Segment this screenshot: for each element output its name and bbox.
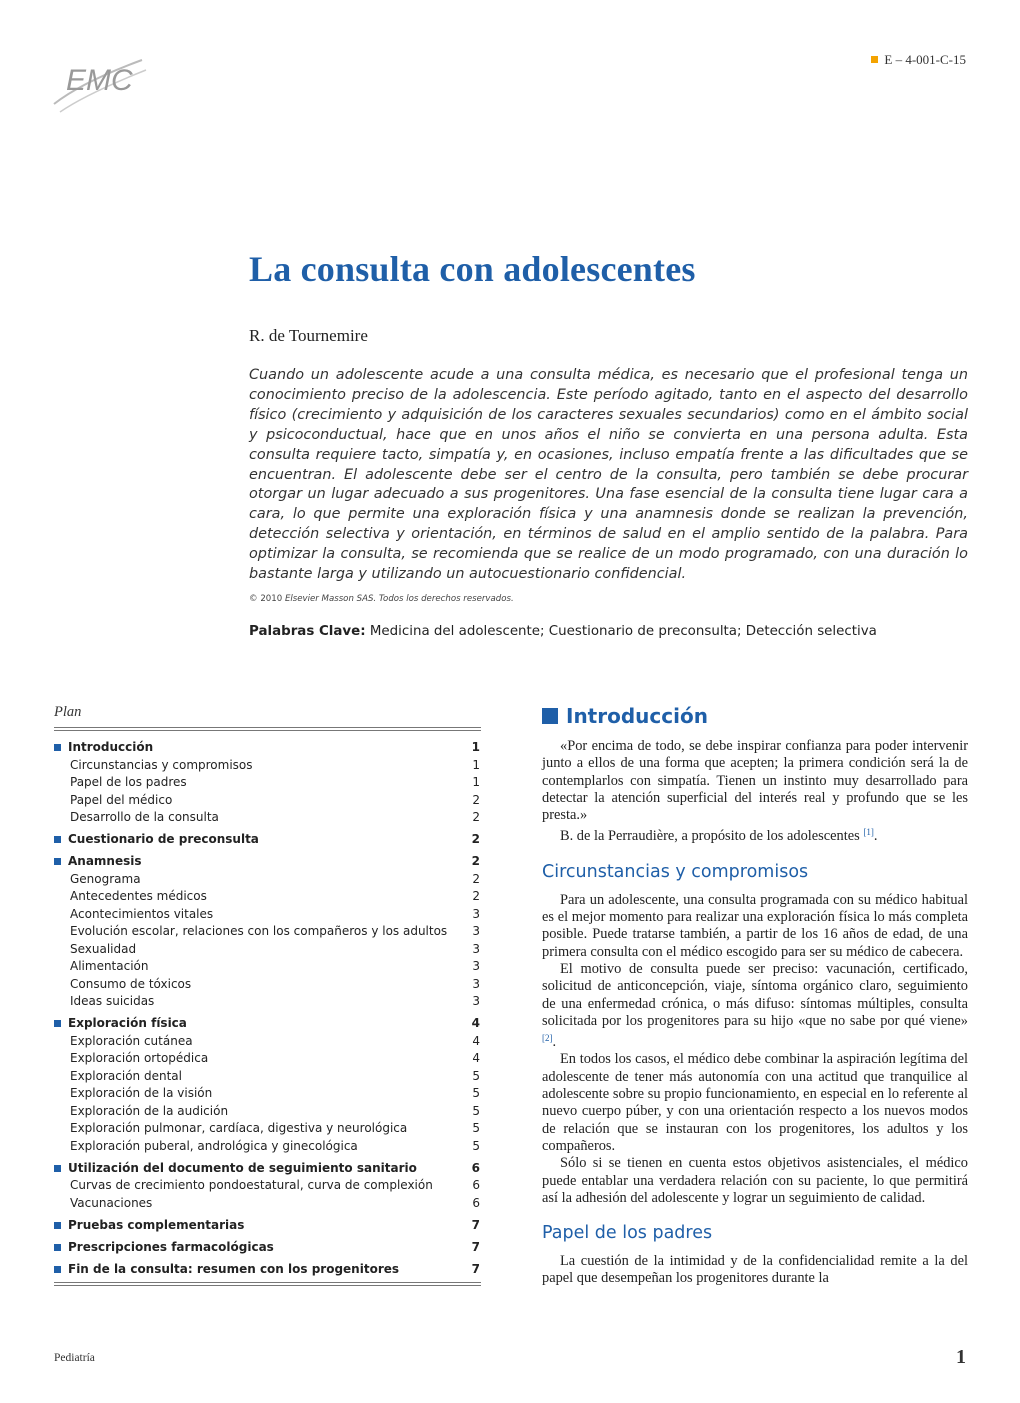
toc-title: Ideas suicidas xyxy=(70,994,155,1008)
toc-subsection[interactable] xyxy=(54,941,481,959)
toc-section[interactable] xyxy=(54,853,481,871)
toc-page: 3 xyxy=(472,924,480,938)
plan-bottom-rule xyxy=(54,1282,481,1286)
toc-subsection[interactable] xyxy=(54,993,481,1011)
toc-title: Papel del médico xyxy=(70,792,173,807)
section-papel-padres-heading: Papel de los padres xyxy=(542,1223,713,1244)
toc-title: Anamnesis xyxy=(54,853,142,871)
toc-page: 6 xyxy=(471,1160,480,1175)
toc-page: 2 xyxy=(472,889,480,903)
toc-subsection[interactable] xyxy=(54,906,481,924)
toc-title: Exploración puberal, andrológica y ginecológica xyxy=(70,1138,358,1153)
keywords xyxy=(249,624,877,639)
citation-2[interactable]: [2] xyxy=(542,1033,553,1044)
toc-page: 5 xyxy=(472,1138,480,1153)
intro-quote: «Por encima de todo, se debe inspirar confianza para poder intervenir junto a ellos de una forma que acepten; la primera condición será la de contemplarlos con simpatía. Tienen un instinto muy desarrollado para detectar la atención superficial del interés real y profundo que se les presta.» xyxy=(542,738,968,824)
keywords-list: Medicina del adolescente; Cuestionario de preconsulta; Detección selectiva xyxy=(369,624,877,639)
toc-title: Vacunaciones xyxy=(70,1195,153,1210)
toc-page: 4 xyxy=(471,1016,480,1030)
toc-section[interactable] xyxy=(54,1239,481,1257)
toc-subsection[interactable] xyxy=(54,1085,481,1103)
toc-title: Genograma xyxy=(70,871,141,886)
paragraph: Sólo si se tienen en cuenta estos objetivos asistenciales, el médico puede entablar una verdadera relación con su paciente, lo que permitirá así la adhesión del adolescente y lograr un seguimiento de calidad. xyxy=(542,1155,968,1206)
toc-subsection[interactable] xyxy=(54,958,481,976)
toc-title: Exploración cutánea xyxy=(70,1033,193,1048)
toc-title: Utilización del documento de seguimiento sanitario xyxy=(54,1160,417,1178)
toc-subsection[interactable] xyxy=(54,792,481,810)
toc-title: Papel de los padres xyxy=(70,775,187,789)
toc-subsection[interactable] xyxy=(54,888,481,906)
toc-subsection[interactable] xyxy=(54,923,481,941)
intro-heading: Introducción xyxy=(542,702,968,730)
section-circunstancias-heading: Circunstancias y compromisos xyxy=(542,861,809,882)
toc-page: 2 xyxy=(472,792,480,807)
toc-title: Exploración ortopédica xyxy=(70,1051,209,1065)
toc-title: Sexualidad xyxy=(70,941,137,956)
toc-subsection[interactable] xyxy=(54,1103,481,1121)
body-column xyxy=(542,702,968,1288)
toc-title: Antecedentes médicos xyxy=(70,889,207,903)
toc-page: 5 xyxy=(472,1086,480,1100)
abstract: Cuando un adolescente acude a una consulta médica, es necesario que el profesional tenga un conocimiento preciso de la adolescencia. Este período agitado, tanto en el aspecto del desarrollo físico (crecimiento y adquisición de los caracteres sexuales secundarios) como en el ámbito social y psicoconductual, hace que en unos años el niño se convierta en una persona adulta. Esta consulta requiere tacto, simpatía y, en ocasiones, incluso empatía frente a las dificultades que se encuentran. El adolescente debe ser el centro de la consulta, pero también se debe procurar otorgar un lugar adecuado a sus progenitores. Una fase esencial de la consulta tiene lugar cara a cara, lo que permite una exploración física y una anamnesis donde se realizan la prevención, detección selectiva y orientación, en términos de salud en el amplio sentido de la palabra. Para optimizar la consulta, se recomienda que se realice de un modo programado, con una duración lo bastante larga y utilizando un autocuestionario confidencial. xyxy=(249,367,968,583)
toc-title: Alimentación xyxy=(70,959,149,973)
toc-title: Evolución escolar, relaciones con los compañeros y los adultos xyxy=(70,924,448,938)
toc-page: 3 xyxy=(472,941,480,956)
keywords-label: Palabras Clave: xyxy=(249,624,366,639)
paragraph: Para un adolescente, una consulta programada con su médico habitual es el mejor momento para realizar una exploración física lo más completa posible. Puede tratarse también, a partir de los 16 años de edad, de una primera consulta con el médico escogido para ser su médico de cabecera. xyxy=(542,891,968,960)
table-of-contents xyxy=(54,739,481,1278)
article-reference: E – 4-001-C-15 xyxy=(871,52,966,68)
toc-title: Consumo de tóxicos xyxy=(70,976,192,991)
page-number: 1 xyxy=(956,1346,966,1368)
toc-section[interactable] xyxy=(54,739,481,757)
toc-page: 5 xyxy=(472,1103,480,1118)
toc-title: Pruebas complementarias xyxy=(54,1217,244,1235)
toc-title: Cuestionario de preconsulta xyxy=(54,831,259,849)
ref-bullet-icon xyxy=(871,56,878,63)
toc-subsection[interactable] xyxy=(54,774,481,792)
toc-subsection[interactable] xyxy=(54,1120,481,1138)
footer-journal: Pediatría xyxy=(54,1352,95,1364)
heading-square-icon xyxy=(542,708,558,724)
toc-page: 1 xyxy=(471,740,480,754)
plan-top-rule xyxy=(54,727,481,731)
toc-title: Exploración dental xyxy=(70,1068,182,1083)
emc-logo xyxy=(52,42,152,122)
copyright: © 2010 Elsevier Masson SAS. Todos los derechos reservados. xyxy=(249,594,514,604)
toc-title: Fin de la consulta: resumen con los progenitores xyxy=(54,1261,399,1279)
toc-page: 7 xyxy=(471,1217,480,1232)
toc-subsection[interactable] xyxy=(54,871,481,889)
toc-title: Exploración pulmonar, cardíaca, digestiva y neurológica xyxy=(70,1121,408,1135)
toc-section[interactable] xyxy=(54,1015,481,1033)
toc-page: 5 xyxy=(472,1068,480,1083)
toc-page: 6 xyxy=(472,1195,480,1210)
toc-page: 7 xyxy=(471,1261,480,1276)
toc-page: 1 xyxy=(472,757,480,772)
paragraph: El motivo de consulta puede ser preciso: vacunación, certificado, solicitud de anticoncepción, viaje, síntoma orgánico claro, seguimiento de una enfermedad crónica, o más difuso: síntomas múltiples, consulta solicitada por los progenitores para su hijo «que no sabe por qué viene» [2]. xyxy=(542,960,968,1051)
toc-page: 2 xyxy=(472,810,480,824)
toc-page: 2 xyxy=(471,832,480,846)
toc-page: 7 xyxy=(471,1239,480,1254)
toc-title: Exploración de la visión xyxy=(70,1086,213,1100)
logo-text: EMC xyxy=(66,64,133,97)
toc-section[interactable] xyxy=(54,1217,481,1235)
author: R. de Tournemire xyxy=(249,326,368,345)
toc-title: Acontecimientos vitales xyxy=(70,906,214,921)
toc-subsection[interactable] xyxy=(54,1177,481,1195)
toc-subsection[interactable] xyxy=(54,1138,481,1156)
toc-page: 3 xyxy=(472,994,480,1008)
article-title: La consulta con adolescentes xyxy=(249,249,696,289)
toc-page: 3 xyxy=(472,906,480,921)
toc-title: Desarrollo de la consulta xyxy=(70,810,219,824)
toc-page: 2 xyxy=(472,871,480,886)
toc-subsection[interactable] xyxy=(54,976,481,994)
plan-label: Plan xyxy=(54,704,82,720)
toc-page: 1 xyxy=(472,775,480,789)
toc-subsection[interactable] xyxy=(54,809,481,827)
paragraph: En todos los casos, el médico debe combinar la aspiración legítima del adolescente de tener más autonomía con una actitud que tranquilice al adolescente sobre su propio funcionamiento, en especial en lo referente al nuevo cuerpo púber, y con una orientación respecto a los nuevos modos de relación que se instauran con los progenitores, los adultos y los compañeros. xyxy=(542,1051,968,1154)
toc-page: 3 xyxy=(472,959,480,973)
toc-title: Exploración física xyxy=(54,1015,187,1033)
toc-page: 2 xyxy=(471,854,480,868)
toc-section[interactable] xyxy=(54,1160,481,1178)
toc-subsection[interactable] xyxy=(54,1050,481,1068)
toc-page: 6 xyxy=(472,1178,480,1192)
paragraph: La cuestión de la intimidad y de la confidencialidad remite a la del papel que desempeñan los progenitores durante la xyxy=(542,1253,968,1287)
toc-subsection[interactable] xyxy=(54,1195,481,1213)
toc-title: Introducción xyxy=(54,739,153,757)
toc-subsection[interactable] xyxy=(54,1068,481,1086)
quote-source: B. de la Perraudière, a propósito de los adolescentes [1]. xyxy=(560,827,878,845)
citation-1[interactable]: [1] xyxy=(863,827,874,838)
toc-subsection[interactable] xyxy=(54,757,481,775)
toc-title: Circunstancias y compromisos xyxy=(70,757,253,772)
toc-section[interactable] xyxy=(54,831,481,849)
toc-page: 3 xyxy=(472,976,480,991)
toc-title: Prescripciones farmacológicas xyxy=(54,1239,274,1257)
toc-title: Curvas de crecimiento pondoestatural, curva de complexión xyxy=(70,1178,433,1192)
plan-box xyxy=(54,704,481,1286)
toc-page: 4 xyxy=(472,1051,480,1065)
toc-title: Exploración de la audición xyxy=(70,1103,229,1118)
toc-page: 5 xyxy=(472,1121,480,1135)
toc-page: 4 xyxy=(472,1033,480,1048)
toc-section[interactable] xyxy=(54,1261,481,1279)
toc-subsection[interactable] xyxy=(54,1033,481,1051)
